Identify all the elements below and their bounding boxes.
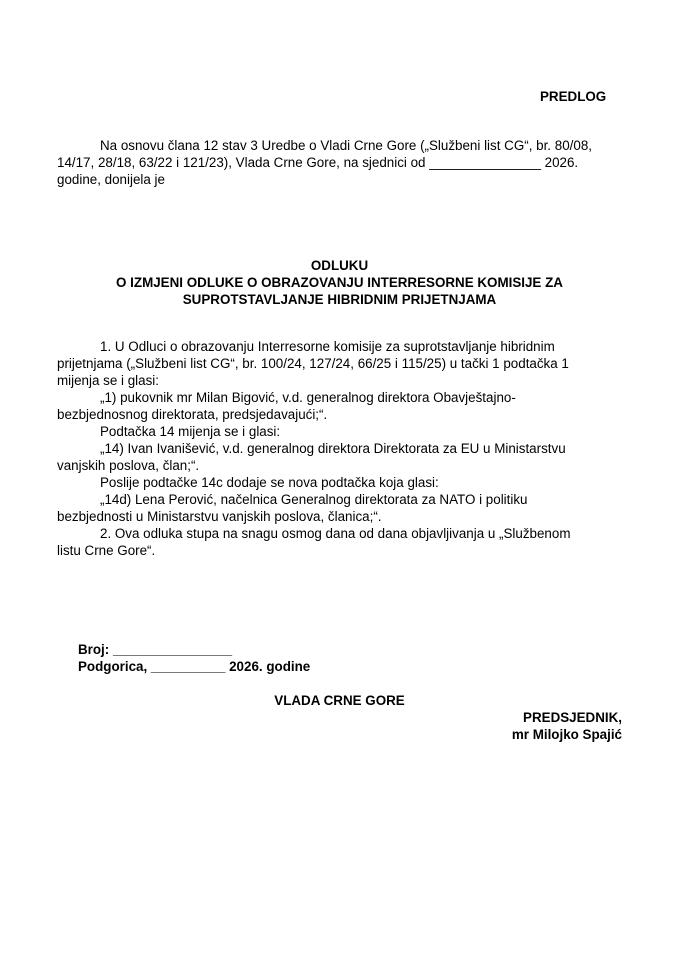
document-status-label: PREDLOG	[540, 89, 607, 104]
subitem-14d-intro: Poslije podtačke 14c dodaje se nova podtačka koja glasi:	[100, 475, 439, 490]
quote-1-line-1: „1) pukovnik mr Milan Bigović, v.d. generalnog direktora Obavještajno-	[100, 390, 516, 405]
quote-3-line-2: bezbjednosti u Ministarstvu vanjskih poslova, članica;“.	[57, 509, 382, 524]
article-1-line-2: prijetnjama („Službeni list CG“, br. 100/24, 127/24, 66/25 i 115/25) u tački 1 podtačka 1	[57, 356, 569, 371]
government-name: VLADA CRNE GORE	[274, 693, 405, 708]
subitem-14-intro: Podtačka 14 mijenja se i glasi:	[100, 424, 281, 439]
decision-title: ODLUKU	[310, 258, 369, 273]
decision-subtitle-line-1: O IZMJENI ODLUKE O OBRAZOVANJU INTERRESORNE KOMISIJE ZA	[116, 275, 563, 290]
article-1-line-1: 1. U Odluci o obrazovanju Interresorne komisije za suprotstavljanje hibridnim	[100, 339, 555, 354]
signatory-name: mr Milojko Spajić	[511, 727, 622, 742]
quote-2-line-2: vanjskih poslova, član;“.	[57, 458, 200, 473]
quote-1-line-2: bezbjednosnog direktorata, predsjedavajući;“.	[57, 407, 328, 422]
reference-number: Broj: ________________	[78, 642, 233, 657]
article-2-line-2: listu Crne Gore“.	[57, 543, 156, 558]
article-1-line-3: mijenja se i glasi:	[57, 373, 159, 388]
quote-2-line-1: „14) Ivan Ivanišević, v.d. generalnog direktora Direktorata za EU u Ministarstvu	[100, 441, 566, 456]
signatory-position: PREDSJEDNIK,	[523, 710, 622, 725]
preamble-line-3: godine, donijela je	[57, 172, 165, 187]
place-and-date: Podgorica, __________ 2026. godine	[78, 659, 311, 674]
quote-3-line-1: „14d) Lena Perović, načelnica Generalnog direktorata za NATO i politiku	[100, 492, 528, 507]
preamble-line-1: Na osnovu člana 12 stav 3 Uredbe o Vladi Crne Gore („Službeni list CG“, br. 80/08,	[100, 138, 592, 153]
preamble-line-2: 14/17, 28/18, 63/22 i 121/23), Vlada Crne Gore, na sjednici od _______________ 2026.	[57, 155, 579, 170]
decision-subtitle-line-2: SUPROTSTAVLJANJE HIBRIDNIM PRIJETNJAMA	[182, 292, 497, 307]
article-2-line-1: 2. Ova odluka stupa na snagu osmog dana od dana objavljivanja u „Službenom	[100, 526, 571, 541]
